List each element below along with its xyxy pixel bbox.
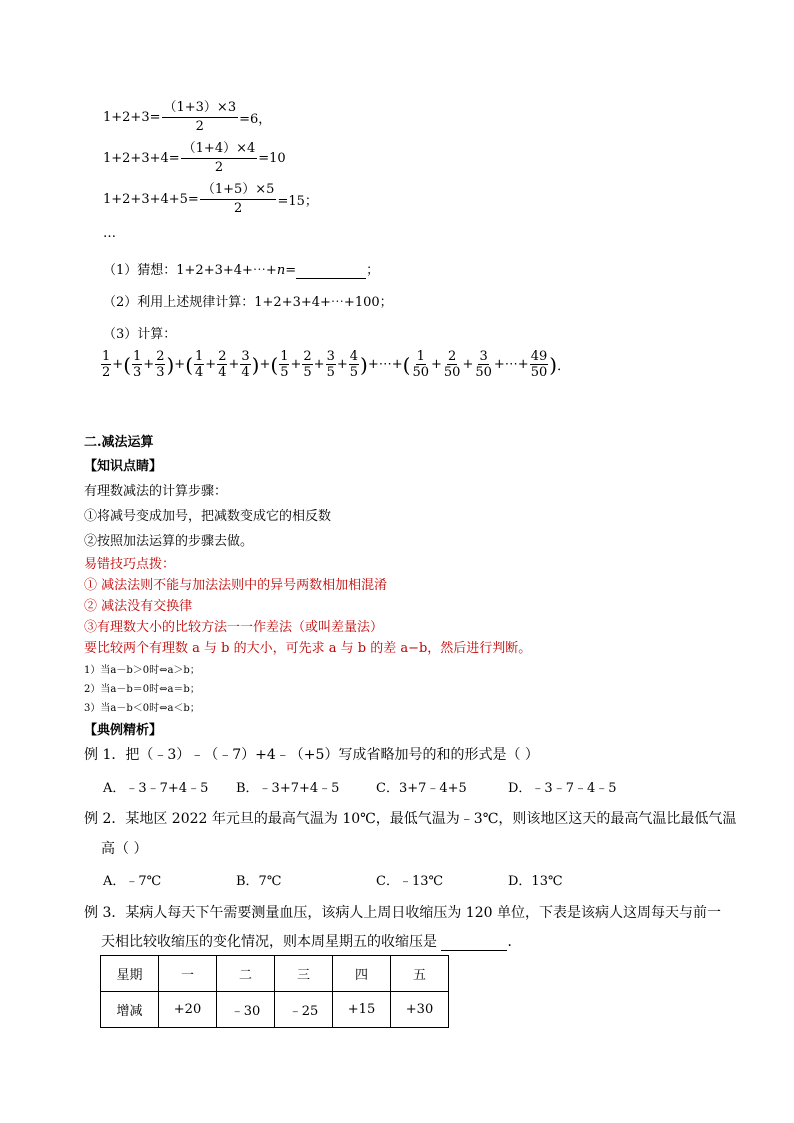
series-fraction: [101, 349, 111, 380]
frac-den: 4: [218, 365, 227, 380]
series-fraction: [474, 349, 493, 380]
frac-den: 5: [349, 365, 359, 380]
eq1-fraction: [162, 99, 239, 136]
series-fraction: [132, 349, 142, 380]
example-3-stem-cont: [101, 931, 521, 951]
eq2-fraction: [181, 140, 258, 177]
equation-1: [103, 99, 271, 136]
frac-num: 2: [448, 349, 457, 364]
example-2-option-a[interactable]: A．﹣7℃: [103, 874, 162, 889]
frac-num: 1: [416, 349, 425, 364]
eq1-rhs: =6，: [239, 112, 272, 127]
frac-den: 50: [530, 365, 548, 380]
series-fraction: [240, 349, 250, 380]
series-fraction: [326, 349, 336, 380]
eq2-denominator: 2: [214, 160, 224, 175]
series-fraction: [155, 349, 165, 380]
table-header-row: [101, 956, 449, 992]
table-cell: 增减: [101, 992, 159, 1028]
steps-title: 有理数减法的计算步骤：: [84, 484, 228, 499]
q1-answer-blank[interactable]: [296, 263, 366, 279]
example-1-stem: 例 1．把（﹣3）﹣（﹣7）+4﹣（+5）写成省略加号的和的形式是（ ）: [84, 747, 539, 763]
eq3-lhs: 1+2+3+4+5=: [103, 192, 199, 207]
frac-den: 50: [443, 365, 461, 380]
equation-3: [103, 181, 318, 218]
frac-den: 5: [303, 365, 312, 380]
example-3-end: ．: [507, 934, 522, 950]
frac-den: 50: [412, 365, 429, 380]
table-cell: 五: [391, 956, 449, 992]
series-fraction: [530, 349, 549, 380]
frac-den: 5: [280, 365, 289, 380]
frac-num: 49: [530, 349, 548, 364]
example-1-option-a[interactable]: A．﹣3﹣7+4﹣5: [103, 781, 209, 796]
step-2: ②按照加法运算的步骤去做。: [84, 534, 254, 549]
example-2-option-c[interactable]: C．﹣13℃: [376, 874, 444, 889]
tips-title: 易错技巧点拨：: [84, 557, 176, 572]
knowledge-title: 【知识点睛】: [84, 459, 163, 474]
example-3-stem2-text: 天相比较收缩压的变化情况，则本周星期五的收缩压是: [101, 934, 437, 950]
q1-equals: =: [285, 263, 297, 278]
section-title: 二.减法运算: [84, 435, 154, 450]
table-cell: 星期: [101, 956, 159, 992]
tip-4: 要比较两个有理数 a 与 b 的大小，可先求 a 与 b 的差 a−b，然后进行判断。: [84, 641, 532, 656]
tip-3: ③有理数大小的比较方法一一作差法（或叫差量法）: [84, 620, 384, 635]
blood-pressure-table: [100, 955, 449, 1028]
compare-rule-2: 2）当a－b＝0时⇔a＝b；: [84, 684, 200, 695]
eq3-denominator: 2: [233, 201, 243, 216]
table-cell: ﹣25: [275, 992, 333, 1028]
table-cell: ﹣30: [217, 992, 275, 1028]
series-fraction: [217, 349, 227, 380]
series-inner-ellipsis: +⋯+: [493, 357, 529, 372]
example-2-stem: 例 2．某地区 2022 年元旦的最高气温为 10℃，最低气温为﹣3℃，则该地区这天的最高气温比最低气温: [84, 811, 737, 827]
frac-den: 4: [241, 365, 250, 380]
table-cell: 三: [275, 956, 333, 992]
series-end: ．: [557, 359, 571, 374]
eq1-numerator: （1+3）×3: [162, 99, 239, 118]
eq3-rhs: =15；: [277, 194, 318, 209]
frac-den: 3: [133, 365, 142, 380]
eq2-rhs: =10: [258, 151, 286, 166]
series-expression: $\frac{1}{2}$ + ( $\frac{1}{3}$ + $\frac{2}{3}$ ) + ( $\frac{1}{4}$ + $\frac{2}{4}$ + $\frac{3}{4}$ ) + ( $\frac{1}{5}$ + $\frac{2}{5}$ + $\frac{3}{5}$ + $\frac{4}{5}$ ) +⋯+ ( $\frac{1}{50}$ + $\frac{2}{50}$ + $\frac{3}{50}$ +⋯+ $\frac{49}{50}$ ) ．: [102, 349, 571, 380]
equation-2: [103, 140, 286, 177]
frac-num: 2: [303, 349, 312, 364]
eq2-numerator: （1+4）×4: [181, 140, 258, 159]
series-fraction: [411, 349, 430, 380]
eq2-lhs: 1+2+3+4=: [103, 151, 180, 166]
eq1-denominator: 2: [195, 119, 204, 134]
example-3-stem: 例 3．某病人每天下午需要测量血压，该病人上周日收缩压为 120 单位，下表是该病人这周每天与前一: [84, 905, 721, 921]
frac-num: 2: [218, 349, 227, 364]
eq3-fraction: [200, 181, 277, 218]
table-cell: 四: [333, 956, 391, 992]
frac-num: 1: [195, 349, 204, 364]
frac-num: 3: [479, 349, 488, 364]
question-3: （3）计算：: [103, 327, 177, 342]
series-fraction: [302, 349, 312, 380]
question-2: （2）利用上述规律计算：1+2+3+4+⋯+100；: [103, 295, 393, 310]
table-cell: 二: [217, 956, 275, 992]
compare-rule-1: 1）当a－b＞0时⇔a＞b；: [84, 665, 200, 676]
frac-num: 1: [133, 349, 142, 364]
frac-num: 3: [326, 349, 335, 364]
frac-num: 4: [349, 349, 359, 364]
table-cell: 一: [159, 956, 217, 992]
examples-title: 【典例精析】: [84, 723, 163, 738]
frac-num: 2: [156, 349, 165, 364]
ellipsis: …: [103, 226, 116, 241]
series-fraction: [194, 349, 204, 380]
series-fraction: [279, 349, 289, 380]
q1-variable: n: [276, 263, 286, 278]
q1-suffix: ；: [366, 263, 380, 278]
table-cell: +30: [391, 992, 449, 1028]
frac-den: 2: [102, 365, 111, 380]
tip-1: ① 减法法则不能与加法法则中的异号两数相加相混淆: [84, 578, 388, 593]
frac-num: 3: [241, 349, 250, 364]
question-1: [103, 259, 379, 279]
compare-rule-3: 3）当a－b＜0时⇔a＜b；: [84, 703, 200, 714]
frac-den: 50: [475, 365, 492, 380]
example-2-option-b[interactable]: B．7℃: [236, 874, 282, 889]
series-mid-ellipsis: +⋯+: [367, 357, 403, 372]
frac-den: 4: [195, 365, 204, 380]
frac-num: 1: [102, 349, 111, 364]
example-3-answer-blank[interactable]: [441, 934, 507, 951]
frac-den: 3: [156, 365, 165, 380]
example-2-stem-cont: 高（ ）: [101, 841, 148, 857]
table-row: [101, 992, 449, 1028]
table-cell: +15: [333, 992, 391, 1028]
q1-prefix: （1）猜想：1+2+3+4+⋯+: [103, 263, 277, 278]
table-cell: +20: [159, 992, 217, 1028]
step-1: ①将减号变成加号，把减数变成它的相反数: [84, 509, 332, 524]
frac-num: 1: [280, 349, 289, 364]
example-1-option-c[interactable]: C．3+7﹣4+5: [376, 781, 467, 796]
eq3-numerator: （1+5）×5: [200, 181, 277, 200]
frac-den: 5: [326, 365, 335, 380]
example-1-option-b[interactable]: B．﹣3+7+4﹣5: [236, 781, 340, 796]
tip-2: ② 减法没有交换律: [84, 599, 193, 614]
series-fraction: [443, 349, 462, 380]
eq1-lhs: 1+2+3=: [103, 110, 161, 125]
example-1-option-d[interactable]: D．﹣3﹣7﹣4﹣5: [508, 781, 617, 796]
example-2-option-d[interactable]: D．13℃: [508, 874, 563, 889]
series-fraction: [349, 349, 359, 380]
